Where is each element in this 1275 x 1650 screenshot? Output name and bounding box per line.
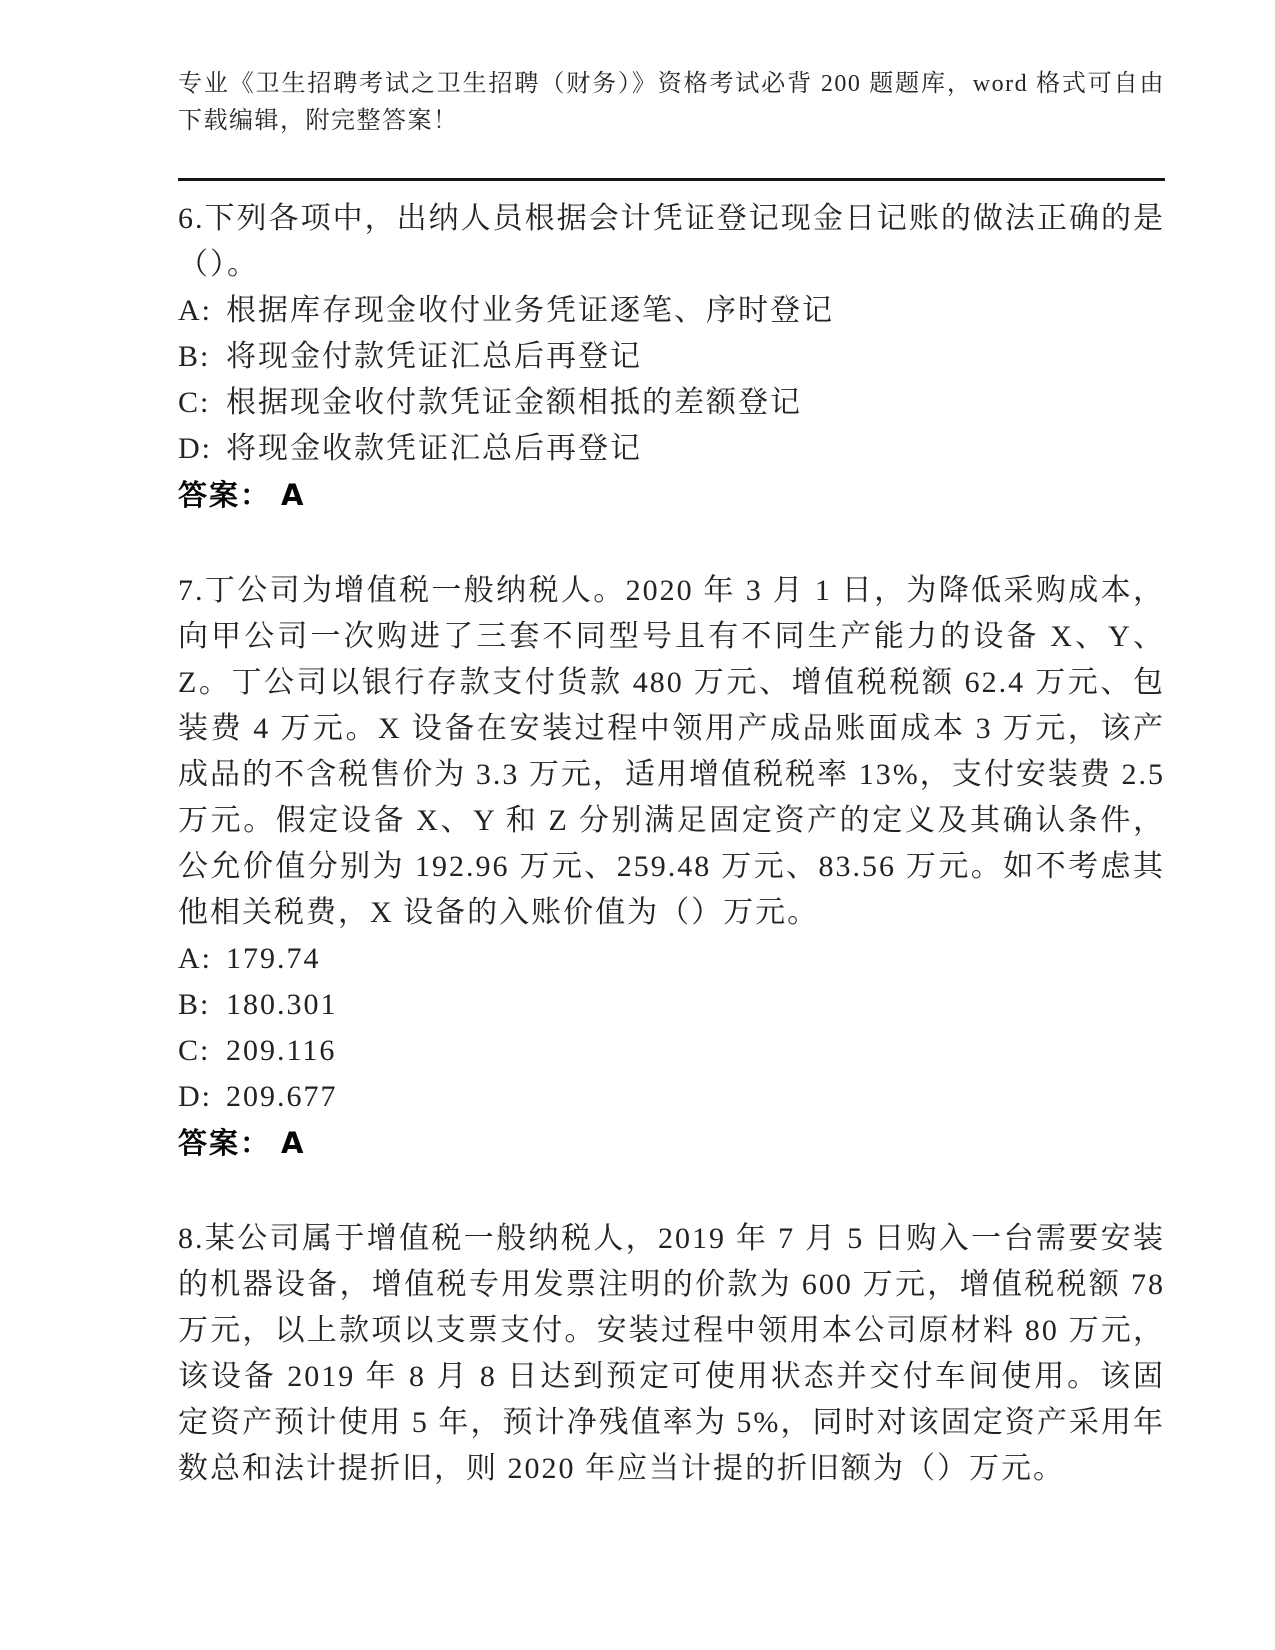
option-text: 将现金收款凭证汇总后再登记 [226, 432, 642, 465]
question-list [178, 196, 1165, 1492]
option-text: 根据库存现金收付业务凭证逐笔、序时登记 [226, 294, 834, 327]
option-row-a [178, 936, 1165, 982]
option-label: A: [178, 294, 212, 327]
option-text: 179.74 [226, 942, 321, 975]
question-8 [178, 1216, 1165, 1492]
option-text: 180.301 [226, 988, 338, 1021]
option-row-a [178, 288, 1165, 334]
option-row-d [178, 1074, 1165, 1120]
question-stem: 6.下列各项中，出纳人员根据会计凭证登记现金日记账的做法正确的是（）。 [178, 202, 1165, 281]
option-label: B: [178, 340, 211, 373]
header-divider [178, 178, 1165, 181]
option-label: B: [178, 988, 211, 1021]
page-header [178, 66, 1165, 181]
question-stem: 8.某公司属于增值税一般纳税人，2019 年 7 月 5 日购入一台需要安装的机器设备，增值税专用发票注明的价款为 600 万元，增值税税额 78 万元，以上款项以支票支付。安装过程中领用本公司原材料 80 万元，该设备 2019 年 8 月 8 日达到预定可使用状态并交付车间使用。该固定资产预计使用 5 年，预计净残值率为 5%，同时对该固定资产采用年数总和法计提折旧，则 2020 年应当计提的折旧额为（）万元。 [178, 1222, 1165, 1485]
option-text: 209.116 [226, 1034, 337, 1067]
answer-label: 答案： [178, 478, 272, 512]
question-stem: 7.丁公司为增值税一般纳税人。2020 年 3 月 1 日，为降低采购成本，向甲公司一次购进了三套不同型号且有不同生产能力的设备 X、Y、Z。丁公司以银行存款支付货款 480 万元、增值税税额 62.4 万元、包装费 4 万元。X 设备在安装过程中领用产成品账面成本 3 万元，该产成品的不含税售价为 3.3 万元，适用增值税税率 13%，支付安装费 2.5 万元。假定设备 X、Y 和 Z 分别满足固定资产的定义及其确认条件，公允价值分别为 192.96 万元、259.48 万元、83.56 万元。如不考虑其他相关税费，X 设备的入账价值为（）万元。 [178, 574, 1165, 929]
answer-value: A [281, 1126, 306, 1160]
question-7 [178, 568, 1165, 1166]
option-label: D: [178, 1080, 212, 1113]
option-text: 209.677 [226, 1080, 338, 1113]
answer-line [178, 1120, 1165, 1166]
header-title-text: 专业《卫生招聘考试之卫生招聘（财务）》资格考试必背 200 题题库，word 格式可自由下载编辑，附完整答案！ [178, 71, 1165, 134]
option-row-c [178, 380, 1165, 426]
answer-label: 答案： [178, 1126, 272, 1160]
option-label: C: [178, 1034, 211, 1067]
option-row-b [178, 982, 1165, 1028]
option-row-d [178, 426, 1165, 472]
option-label: C: [178, 386, 211, 419]
option-text: 根据现金收付款凭证金额相抵的差额登记 [226, 386, 802, 419]
option-row-c [178, 1028, 1165, 1074]
option-label: A: [178, 942, 212, 975]
question-6 [178, 196, 1165, 518]
answer-line [178, 472, 1165, 518]
answer-value: A [281, 478, 306, 512]
option-text: 将现金付款凭证汇总后再登记 [226, 340, 642, 373]
option-label: D: [178, 432, 212, 465]
option-row-b [178, 334, 1165, 380]
